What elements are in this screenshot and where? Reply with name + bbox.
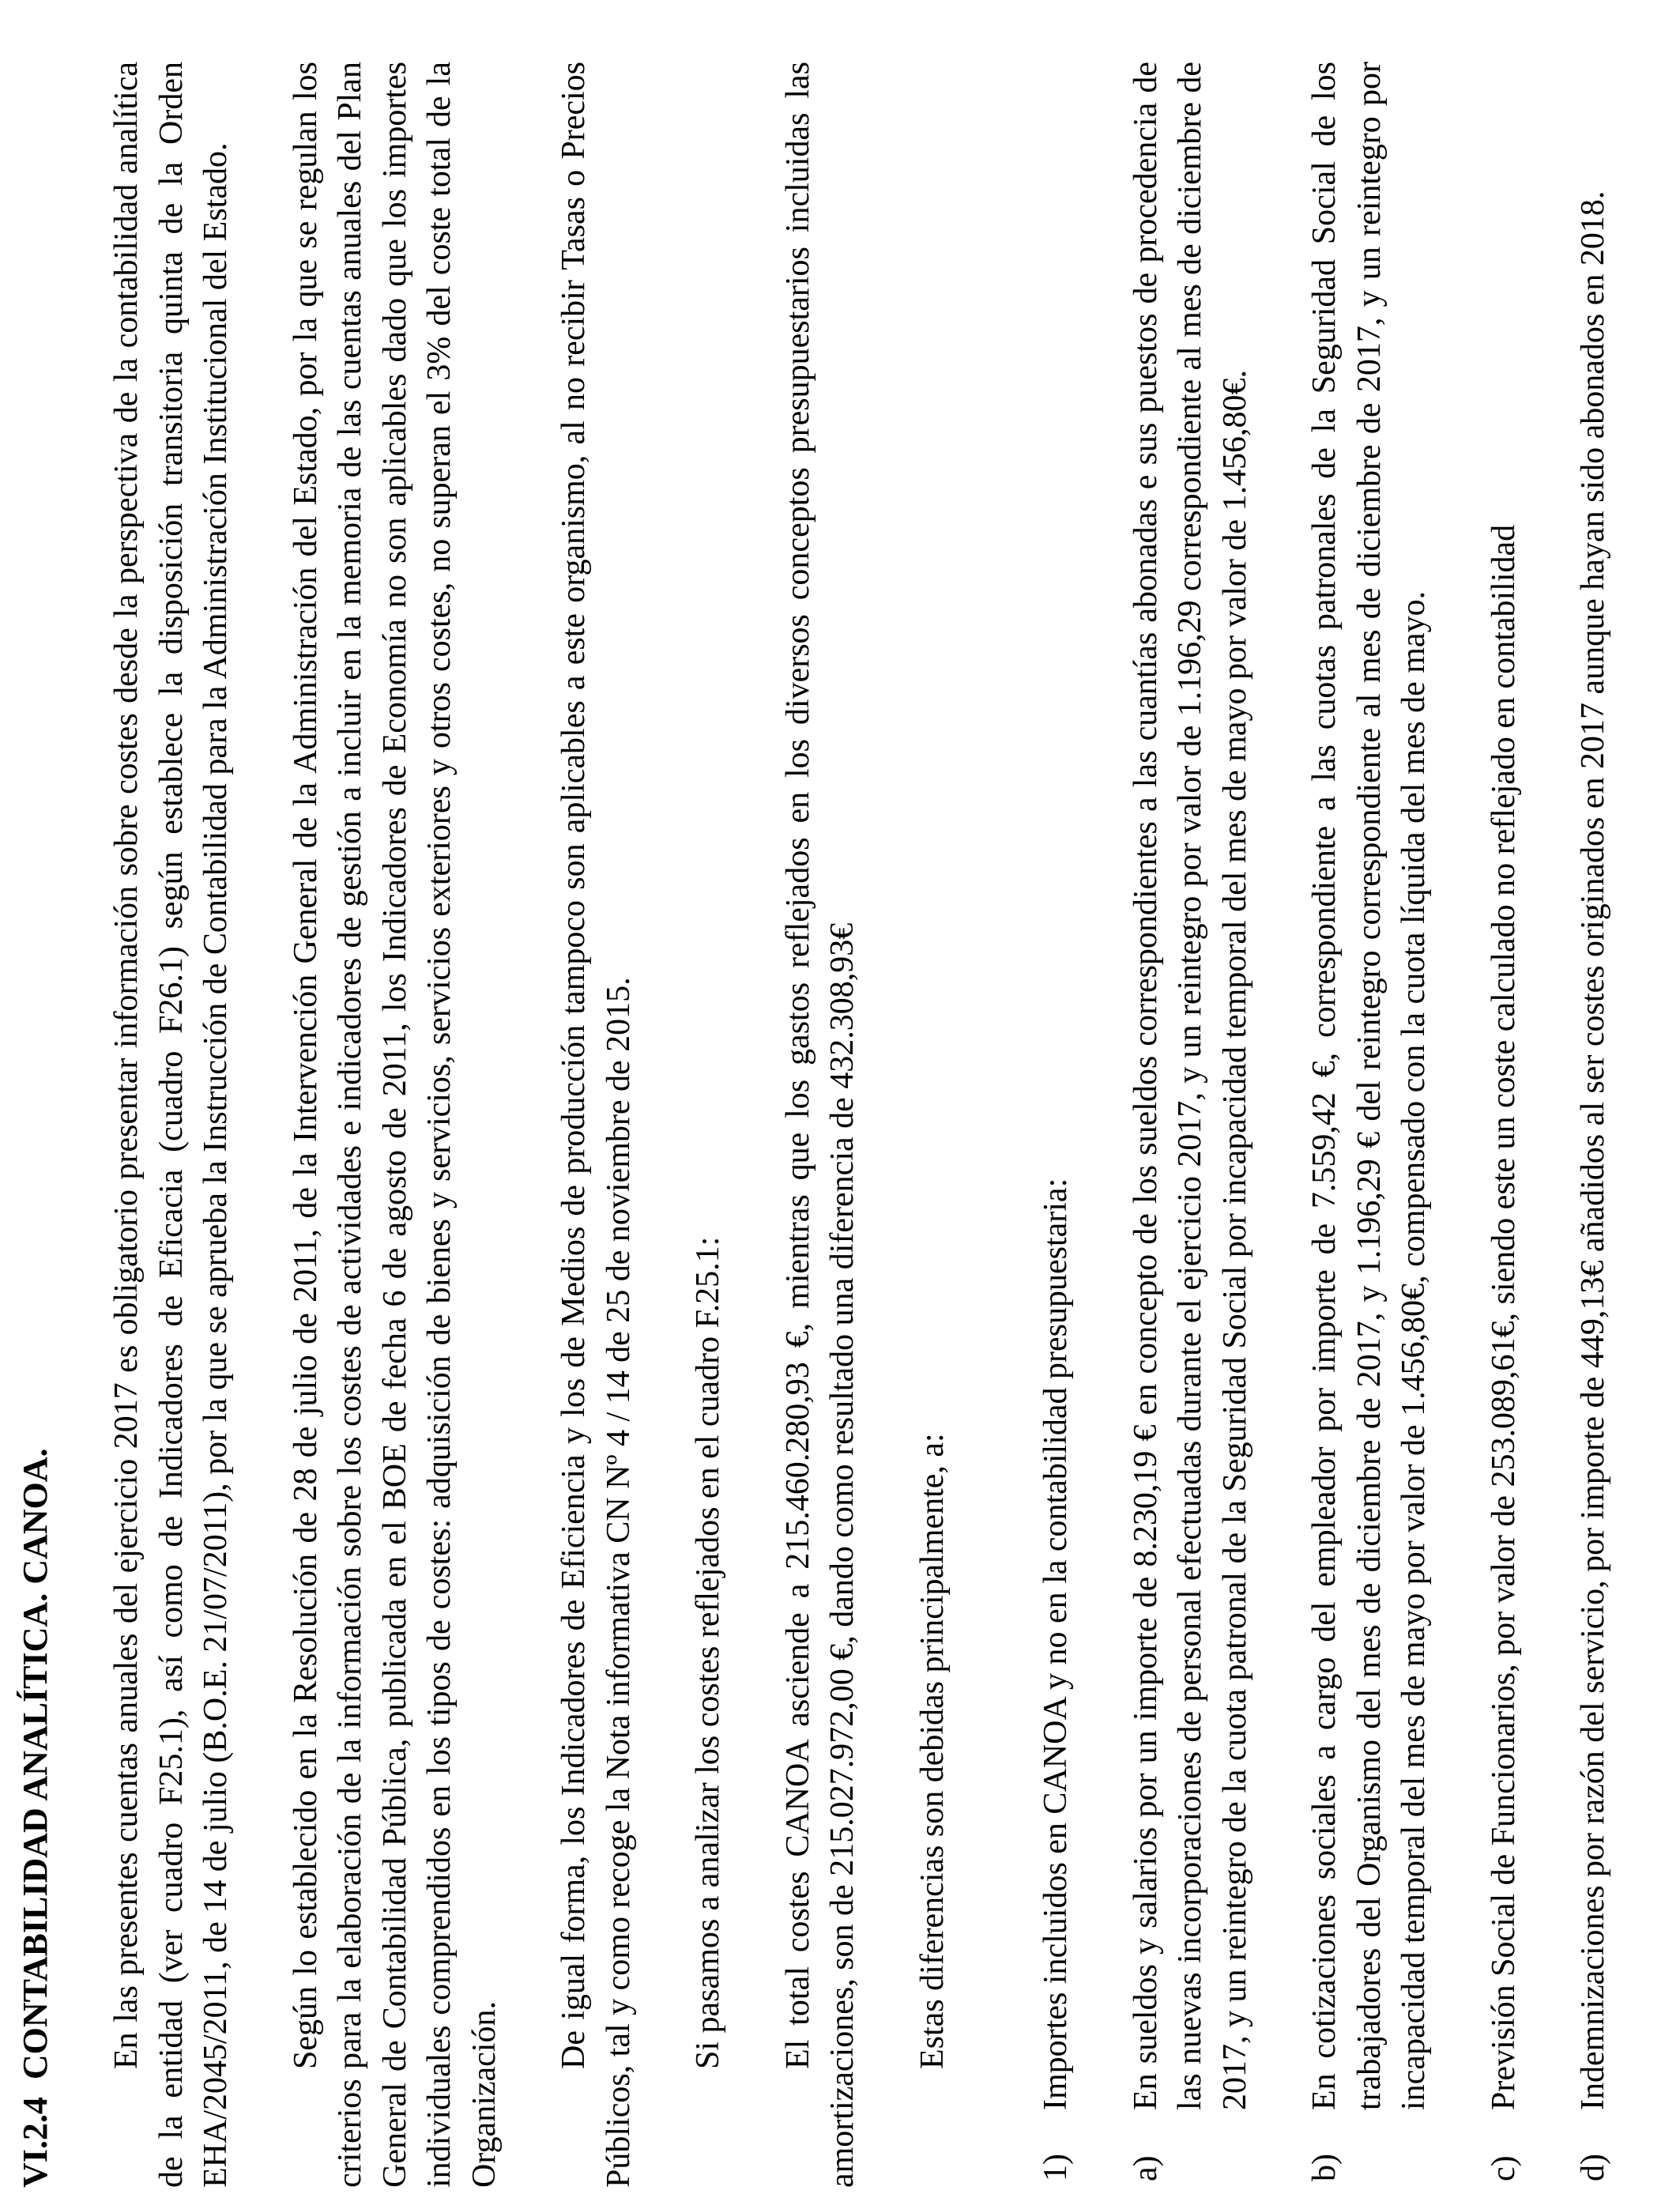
list-item-label: c) (1485, 2155, 1522, 2181)
list-item-text: En cotizaciones sociales a cargo del empleador por importe de 7.559,42 €, correspondiente a las cuotas patronales de la Seguridad Social de los trabajadores del Organismo del mes de diciembre de 2017, y 1.196,29 € del reintegro correspondiente al mes de diciembre de 2017, y un reintegro por incapacidad temporal del mes de mayo por valor de 1.456,80€, compensado con la cuota líquida del mes de mayo. (1306, 62, 1432, 2110)
list-item-text: En sueldos y salarios por un importe de 8.230,19 € en concepto de los sueldos correspondientes a las cuantías abonadas e sus puestos de procedencia de las nuevas incorporaciones de personal efectuadas durante el ejercicio 2017, y un reintegro por valor de 1.196,29 correspondiente al mes de diciembre de 2017, y un reintegro de la cuota patronal de la Seguridad Social por incapacidad temporal del mes de mayo por valor de 1.456,80€. (1127, 62, 1253, 2110)
list-heading-text: Importes incluidos en CANOA y no en la contabilidad presupuestaria: (1038, 1178, 1074, 2110)
list-item-text: Indemnizaciones por razón del servicio, por importe de 449,13€ añadidos al ser costes originados en 2017 aunque hayan sido abonados en 2018. (1575, 190, 1611, 2110)
list-item-a (1124, 62, 1258, 2188)
paragraph-total-costs: El total costes CANOA asciende a 215.460.280,93 €, mientras que los gastos reflejados en los diversos conceptos presupuestarios incluidas las amortizaciones, son de 215.027.972,00 €, dando como resultado una diferencia de 432.308,93€ (779, 62, 861, 2188)
section-title-suffix: . (16, 1448, 55, 1457)
paragraph-efficiency: De igual forma, los Indicadores de Eficiencia y los de Medios de producción tampoco son aplicables a este organismo, al no recibir Tasas o Precios Públicos, tal y como recoge la Nota informativa CN Nº 4 / 14 de 25 de noviembre de 2015. (556, 62, 637, 2188)
list-item-label: a) (1127, 2155, 1164, 2181)
list-item-label: b) (1306, 2154, 1343, 2181)
section-number: VI.2.4 (16, 2097, 55, 2188)
paragraph-differences: Estas diferencias son debidas principalmente, a: (913, 1433, 951, 2069)
paragraph-resolution: Según lo establecido en la Resolución de 28 de julio de 2011, de la Intervención General de la Administración del Estado, por la que se regulan los criterios para la elaboración de la información sobre los costes de actividades e indicadores de gestión a incluir en la memoria de las cuentas anuales del Plan General de Contabilidad Pública, publicada en el BOE de fecha 6 de agosto de 2011, los Indicadores de Economía no son aplicables dado que los importes individuales comprendidos en los tipos de costes: adquisición de bienes y servicios, servicios exteriores y otros costes, no superan el 3% del coste total de la Organización. (287, 62, 503, 2188)
list-item-b (1302, 62, 1437, 2188)
list-item-label: d) (1575, 2154, 1611, 2181)
list-item-d (1571, 62, 1616, 2188)
section-title: CONTABILIDAD ANALÍTICA. CANOA (16, 1457, 55, 2080)
list-item-text: Previsión Social de Funcionarios, por valor de 253.089,61€, siendo este un coste calculado no reflejado en contabilidad (1485, 524, 1522, 2110)
document-body (0, 62, 1616, 2188)
list-item-c (1482, 62, 1527, 2188)
list-heading (1034, 62, 1079, 2188)
list-heading-number: 1) (1038, 2154, 1074, 2181)
paragraph-analysis-intro: Si pasamos a analizar los costes reflejados en el cuadro F.25.1: (690, 1236, 726, 2069)
section-heading (0, 62, 66, 2188)
paragraph-intro: En las presentes cuentas anuales del ejercicio 2017 es obligatorio presentar información sobre costes desde la perspectiva de la contabilidad analítica de la entidad (ver cuadro F25.1), así como de Indicadores de Eficacia (cuadro F26.1) según establece la disposición transitoria quinta de la Orden EHA/2045/2011, de 14 de julio (B.O.E. 21/07/2011), por la que se aprueba la Instrucción de Contabilidad para la Administración Institucional del Estado. (108, 62, 234, 2188)
